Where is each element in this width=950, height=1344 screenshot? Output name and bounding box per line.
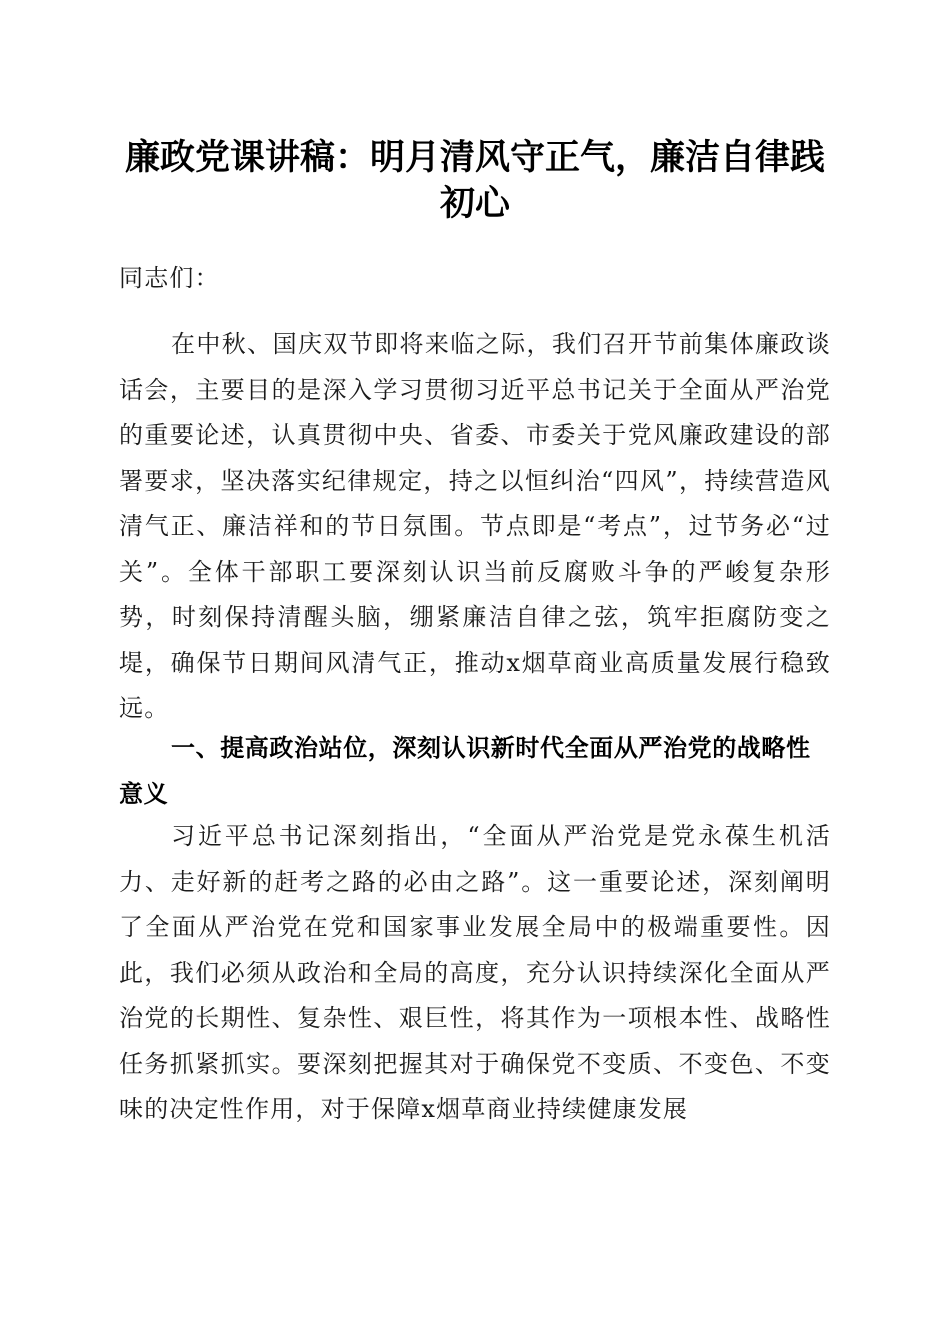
document-title: 廉政党课讲稿：明月清风守正气，廉洁自律践初心 — [124, 137, 825, 224]
paragraph-intro: 在中秋、国庆双节即将来临之际，我们召开节前集体廉政谈话会，主要目的是深入学习贯彻习近平总书记关于全面从严治党的重要论述，认真贯彻中央、省委、市委关于党风廉政建设的部署要求，坚决落实纪律规定，持之以恒纠治“四风”，持续营造风清气正、廉洁祥和的节日氛围。节点即是“考点”，过节务必“过关”。全体干部职工要深刻认识当前反腐败斗争的严峻复杂形势，时刻保持清醒头脑，绷紧廉洁自律之弦，筑牢拒腐防变之堤，确保节日期间风清气正，推动x烟草商业高质量发展行稳致远。 — [119, 330, 831, 722]
section-heading-1: 一、提高政治站位，深刻认识新时代全面从严治党的战略性意义 — [119, 734, 811, 808]
salutation: 同志们： — [119, 264, 220, 292]
paragraph-section-1: 习近平总书记深刻指出，“全面从严治党是党永葆生机活力、走好新的赶考之路的必由之路”。这一重要论述，深刻阐明了全面从严治党在党和国家事业发展全局中的极端重要性。因此，我们必须从政治和全局的高度，充分认识持续深化全面从严治党的长期性、复杂性、艰巨性，将其作为一项根本性、战略性任务抓紧抓实。要深刻把握其对于确保党不变质、不变色、不变味的决定性作用，对于保障x烟草商业持续健康发展 — [119, 822, 831, 1123]
